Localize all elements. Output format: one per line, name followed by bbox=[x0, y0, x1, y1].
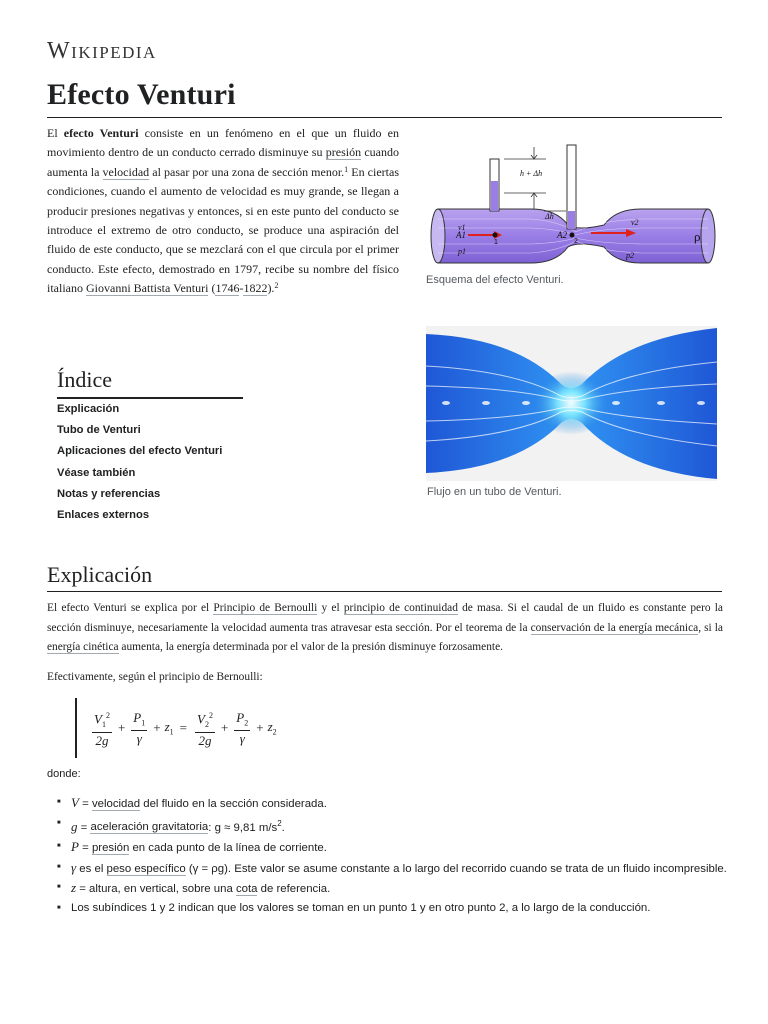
link-peso-especifico[interactable]: peso específico bbox=[106, 862, 186, 875]
donde-label: donde: bbox=[47, 768, 81, 780]
svg-text:A1: A1 bbox=[456, 230, 466, 240]
label-h-dh: h + Δh bbox=[520, 169, 543, 178]
venturi-flow-image[interactable] bbox=[426, 326, 717, 481]
list-item: ■ γ es el peso específico (γ = ρg). Este valor se asume constante a lo largo del recorrido cuando se trata de un fluido incompresible. bbox=[57, 860, 737, 878]
link-cota[interactable]: cota bbox=[235, 883, 258, 896]
svg-text:ρ: ρ bbox=[694, 229, 701, 244]
link-giovanni-venturi[interactable]: Giovanni Battista Venturi bbox=[86, 281, 209, 296]
link-1822[interactable]: 1822 bbox=[243, 281, 268, 296]
svg-text:p1: p1 bbox=[458, 247, 466, 256]
svg-text:v1: v1 bbox=[458, 223, 466, 232]
figure1-caption: Esquema del efecto Venturi. bbox=[426, 274, 564, 286]
variables-list bbox=[57, 795, 737, 919]
ref-2[interactable]: 2 bbox=[274, 281, 279, 291]
toc-item-explicacion[interactable]: Explicación bbox=[57, 403, 120, 415]
link-1746[interactable]: 1746 bbox=[215, 281, 240, 296]
toc-item-notas[interactable]: Notas y referencias bbox=[57, 487, 161, 500]
section-heading-explicacion: Explicación bbox=[47, 562, 153, 587]
page-title: Efecto Venturi bbox=[47, 78, 236, 111]
ref-1[interactable]: 1 bbox=[344, 164, 349, 174]
wikipedia-logo[interactable]: Wikipedia bbox=[47, 38, 157, 64]
bold-term: efecto Venturi bbox=[63, 126, 139, 140]
link-velocidad-list[interactable]: velocidad bbox=[91, 798, 141, 810]
formula-bar bbox=[75, 698, 77, 758]
explicacion-paragraph: El efecto Venturi se explica por el Principio de Bernoulli y el principio de continuidad de masa. Si el caudal de un fluido es constante pero la sección disminuye, necesariamente la velocidad aumenta tras atravesar esta sección. Por el teorema de la conservación de la energía mecánica, si la energía cinética aumenta, la energía determinada por el valor de la presión disminuye forzosamente. bbox=[47, 602, 723, 653]
toc-list bbox=[57, 403, 222, 530]
link-velocidad[interactable]: velocidad bbox=[102, 164, 150, 179]
figure2-caption: Flujo en un tubo de Venturi. bbox=[427, 486, 562, 498]
toc-title: Índice bbox=[57, 367, 112, 392]
link-principio-continuidad[interactable]: principio de continuidad bbox=[343, 602, 458, 614]
svg-text:2: 2 bbox=[574, 238, 578, 245]
svg-text:A2: A2 bbox=[557, 230, 567, 240]
svg-text:p2: p2 bbox=[626, 251, 634, 260]
toc-divider bbox=[57, 397, 243, 399]
bernoulli-formula: $\frac{V_1^2}{2g}$ + $\frac{P_1}{\gamma}$ + $z_1$ = $\frac{V_2^2}{2g}$ + $\frac{P_2}{\gamma}$ + $z_2$ bbox=[94, 709, 277, 748]
toc-item-tubo-de-venturi[interactable]: Tubo de Venturi bbox=[57, 424, 141, 437]
link-energia-cinetica[interactable]: energía cinética bbox=[47, 641, 119, 653]
list-item: ■ z = altura, en vertical, sobre una cota de referencia. bbox=[57, 880, 737, 898]
link-conservacion-energia[interactable]: conservación de la energía mecánica bbox=[530, 621, 699, 634]
venturi-diagram[interactable] bbox=[426, 137, 716, 272]
intro-paragraph: El efecto Venturi consiste en un fenómeno en el que un fluido en movimiento dentro de un conducto cerrado disminuye su presión cuando aumenta la velocidad al pasar por una zona de sección menor.$^1$ En ciertas condiciones, cuando el aumento de velocidad es muy grande, se llegan a producir presiones negativas y entonces, si en este punto del conducto se introduce el extremo de otro conducto, se produce una aspiración del fluido de este conducto, que se mezclará con el que circula por el primer conducto. Este efecto, demostrado en 1797, recibe su nombre del físico italiano Giovanni Battista Venturi (1746-1822).$^2$ bbox=[47, 126, 399, 296]
link-aceleracion-gravitatoria[interactable]: aceleración gravitatoria bbox=[90, 821, 209, 834]
list-item: ■ g = aceleración gravitatoria: g ≈ 9,81 $m/s^2$. bbox=[57, 816, 737, 836]
toc-item-vease-tambien[interactable]: Véase también bbox=[57, 466, 136, 479]
list-item: ■ V = velocidad del fluido en la sección considerada. bbox=[57, 795, 737, 813]
svg-text:1: 1 bbox=[494, 239, 498, 246]
section-divider bbox=[47, 591, 722, 592]
link-presion-list[interactable]: presión bbox=[91, 841, 130, 854]
svg-text:v2: v2 bbox=[631, 218, 639, 227]
label-dh: Δh bbox=[545, 212, 554, 221]
toc-item-enlaces[interactable]: Enlaces externos bbox=[57, 508, 150, 521]
link-principio-bernoulli[interactable]: Principio de Bernoulli bbox=[213, 602, 318, 614]
list-item: ■ P = presión en cada punto de la línea de corriente. bbox=[57, 839, 737, 857]
bernoulli-intro: Efectivamente, según el principio de Bernoulli: bbox=[47, 671, 263, 683]
toc-item-aplicaciones[interactable]: Aplicaciones del efecto Venturi bbox=[57, 445, 223, 458]
title-divider bbox=[47, 117, 722, 118]
link-presion[interactable]: presión bbox=[325, 145, 362, 160]
list-item: ■ Los subíndices 1 y 2 indican que los valores se toman en un punto 1 y en otro punto 2, a lo largo de la conducción. bbox=[57, 901, 737, 917]
